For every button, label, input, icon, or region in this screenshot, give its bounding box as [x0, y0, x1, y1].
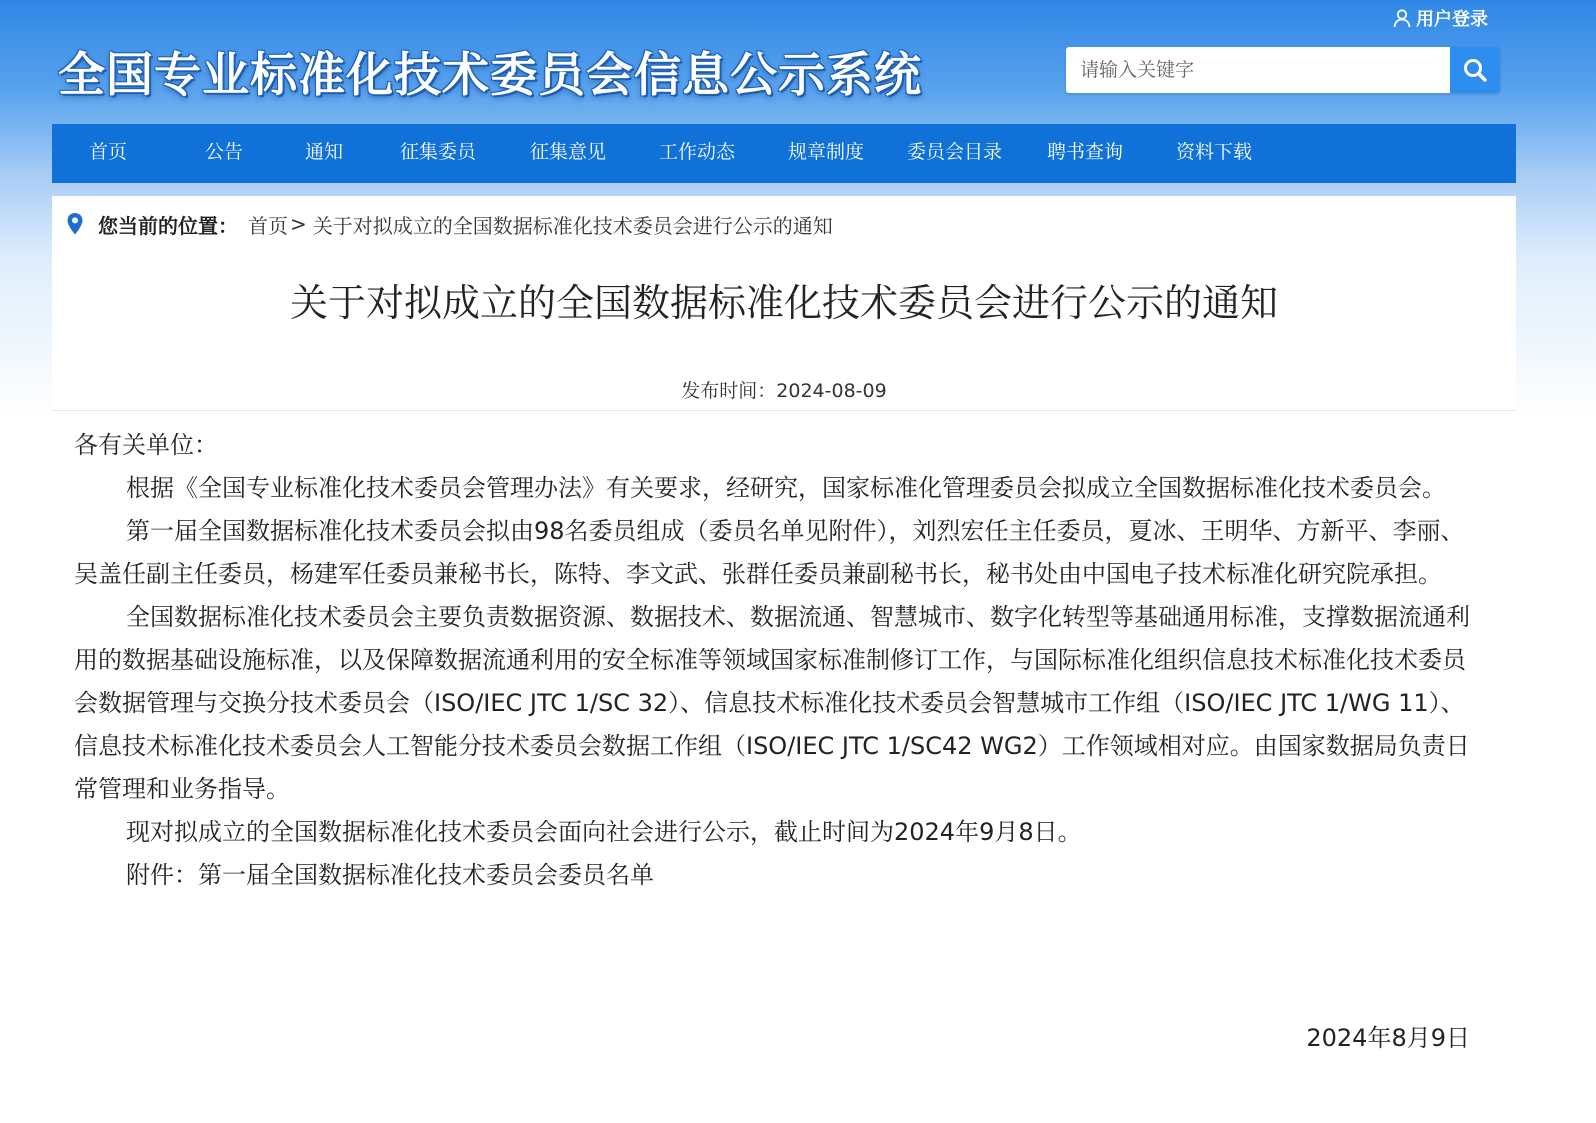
search-button[interactable] [1450, 47, 1500, 93]
nav-item-certificate-query[interactable]: 聘书查询 [1047, 141, 1124, 163]
breadcrumb-home-link[interactable]: 首页 [248, 213, 288, 238]
breadcrumb-separator: > [290, 212, 307, 236]
salutation: 各有关单位： [74, 431, 218, 459]
user-login-link[interactable] [1392, 6, 1488, 30]
nav-item-notices[interactable]: 通知 [305, 141, 344, 163]
user-login-label[interactable]: 用户登录 [1416, 9, 1488, 30]
nav-item-home[interactable]: 首页 [89, 141, 128, 163]
article-title: 关于对拟成立的全国数据标准化技术委员会进行公示的通知 [289, 281, 1278, 325]
paragraph: 全国数据标准化技术委员会主要负责数据资源、数据技术、数据流通、智慧城市、数字化转型等基础通用标准，支撑数据流通利用的数据基础设施标准，以及保障数据流通利用的安全标准等领域国家标准制修订工作，与国际标准化组织信息技术标准化技术委员会数据管理与交换分技术委员会（ISO/IEC JTC 1/SC 32）、信息技术标准化技术委员会智慧城市工作组（ISO/IEC JTC 1/WG 11）、信息技术标准化技术委员会人工智能分技术委员会数据工作组（ISO/IEC JTC 1/SC42 WG2）工作领域相对应。由国家数据局负责日常管理和业务指导。 [74, 603, 1470, 803]
breadcrumb-current: 关于对拟成立的全国数据标准化技术委员会进行公示的通知 [312, 213, 833, 238]
site-header [0, 0, 1596, 124]
divider [52, 410, 1516, 411]
location-pin-icon [66, 212, 84, 236]
nav-item-committee-directory[interactable]: 委员会目录 [907, 141, 1003, 163]
nav-item-regulations[interactable]: 规章制度 [788, 141, 865, 163]
breadcrumb [66, 210, 833, 238]
search-box [1066, 47, 1500, 93]
breadcrumb-label: 您当前的位置： [98, 213, 238, 238]
article-panel [52, 196, 1516, 1123]
article-body [74, 424, 1484, 897]
nav-item-member-recruitment[interactable]: 征集委员 [400, 141, 477, 163]
nav-item-announcements[interactable]: 公告 [205, 141, 244, 163]
search-input[interactable] [1066, 47, 1450, 93]
paragraph: 根据《全国专业标准化技术委员会管理办法》有关要求，经研究，国家标准化管理委员会拟成立全国数据标准化技术委员会。 [126, 474, 1446, 502]
site-title[interactable]: 全国专业标准化技术委员会信息公示系统 [58, 48, 922, 103]
nav-item-comment-solicitation[interactable]: 征集意见 [530, 141, 607, 163]
main-nav [52, 124, 1516, 183]
paragraph: 现对拟成立的全国数据标准化技术委员会面向社会进行公示，截止时间为2024年9月8日。 [126, 818, 1082, 846]
attachment-line[interactable]: 附件：第一届全国数据标准化技术委员会委员名单 [126, 861, 654, 889]
publish-time: 发布时间：2024-08-09 [681, 380, 887, 402]
user-icon [1392, 8, 1412, 28]
sign-date: 2024年8月9日 [1306, 1024, 1470, 1052]
paragraph: 第一届全国数据标准化技术委员会拟由98名委员组成（委员名单见附件），刘烈宏任主任委员，夏冰、王明华、方新平、李丽、吴盖任副主任委员，杨建军任委员兼秘书长，陈特、李文武、张群任委员兼副秘书长，秘书处由中国电子技术标准化研究院承担。 [74, 517, 1465, 588]
nav-item-downloads[interactable]: 资料下载 [1176, 141, 1253, 163]
nav-item-work-news[interactable]: 工作动态 [659, 141, 736, 163]
search-icon [1462, 57, 1488, 83]
